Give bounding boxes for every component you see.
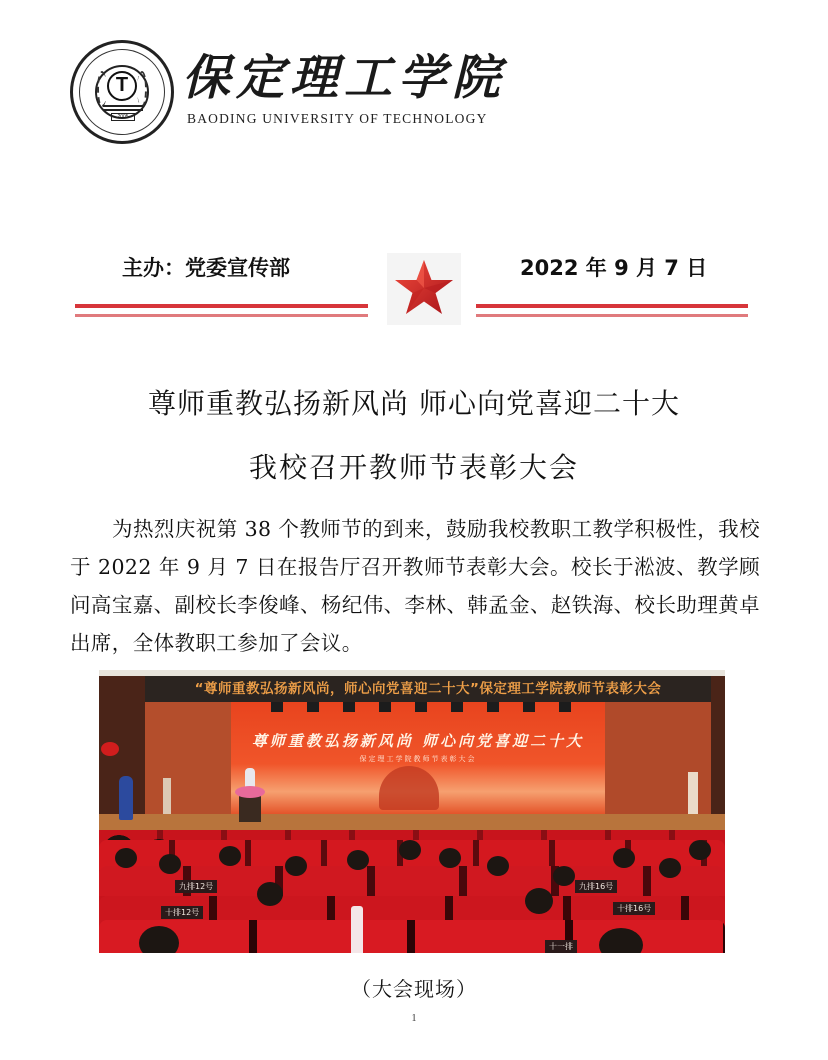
audience-head: [257, 882, 283, 906]
host-department: 主办：党委宣传部: [122, 256, 290, 280]
wheat-right-icon: [137, 71, 147, 107]
open-book-icon: [103, 105, 143, 111]
water-bottle: [351, 906, 363, 953]
photo-wall-right: [711, 676, 725, 816]
audience-head: [553, 866, 575, 886]
seat-label: 十排16号: [613, 902, 655, 915]
seal-year: 2005: [111, 113, 135, 121]
emcee-figure: [119, 776, 133, 820]
red-star-emblem: [387, 253, 461, 325]
photo-door-right: [688, 772, 698, 818]
screen-subtitle: 保定理工学院教师节表彰大会: [359, 755, 477, 763]
seal-letter: T: [107, 71, 137, 101]
red-star-icon: [392, 256, 456, 320]
event-photo: [99, 670, 725, 953]
audience-head: [613, 848, 635, 868]
seat-label: 十排12号: [161, 906, 203, 919]
divider-left-thick: [75, 304, 368, 308]
divider-right-thick: [476, 304, 748, 308]
audience-head: [219, 846, 241, 866]
photo-caption: （大会现场）: [351, 977, 477, 1001]
audience-head: [159, 854, 181, 874]
audience-head: [659, 858, 681, 878]
article-title-line2: 我校召开教师节表彰大会: [248, 451, 579, 484]
article-paragraph: 为热烈庆祝第 38 个教师节的到来，鼓励我校教职工教学积极性，我校于 2022 年 9 月 7 日在报告厅召开教师节表彰大会。校长于淞波、教学顾问高宝嘉、副校长李俊峰、杨纪伟、李林、韩孟金、赵铁海、校长助理黄卓出席，全体教职工参加了会议。: [70, 517, 760, 655]
seat-label: 九排12号: [175, 880, 217, 893]
page-number: 1: [411, 1013, 417, 1024]
photo-door-left: [163, 778, 171, 816]
article-title-line1: 尊师重教弘扬新风尚 师心向党喜迎二十大: [148, 387, 680, 420]
publish-date: 2022 年 9 月 7 日: [520, 256, 708, 280]
photo-led-banner: “尊师重教弘扬新风尚，师心向党喜迎二十大”保定理工学院教师节表彰大会: [145, 676, 711, 702]
audience-head: [399, 840, 421, 860]
university-name-en: BAODING UNIVERSITY OF TECHNOLOGY: [187, 111, 488, 126]
audience-head: [347, 850, 369, 870]
university-name-cn: 保定理工学院: [182, 50, 507, 106]
university-seal-logo: [70, 40, 174, 144]
seat-label: 九排16号: [575, 880, 617, 893]
audience-head: [689, 840, 711, 860]
audience-head: [285, 856, 307, 876]
podium-flowers: [235, 786, 265, 798]
audience-head: [439, 848, 461, 868]
stage-lights: [271, 702, 571, 712]
audience-head: [139, 926, 179, 953]
divider-right-thin: [476, 314, 748, 317]
photo-panel-left: [145, 702, 235, 820]
audience-head: [115, 848, 137, 868]
audience-head: [487, 856, 509, 876]
seat-label: 十一排: [545, 940, 577, 953]
screen-title: 尊师重教弘扬新风尚 师心向党喜迎二十大: [251, 732, 585, 750]
speaker-figure: [245, 768, 255, 788]
divider-left-thin: [75, 314, 368, 317]
audience-head: [525, 888, 553, 914]
red-lantern-icon: [101, 742, 119, 756]
wheat-left-icon: [97, 71, 107, 107]
